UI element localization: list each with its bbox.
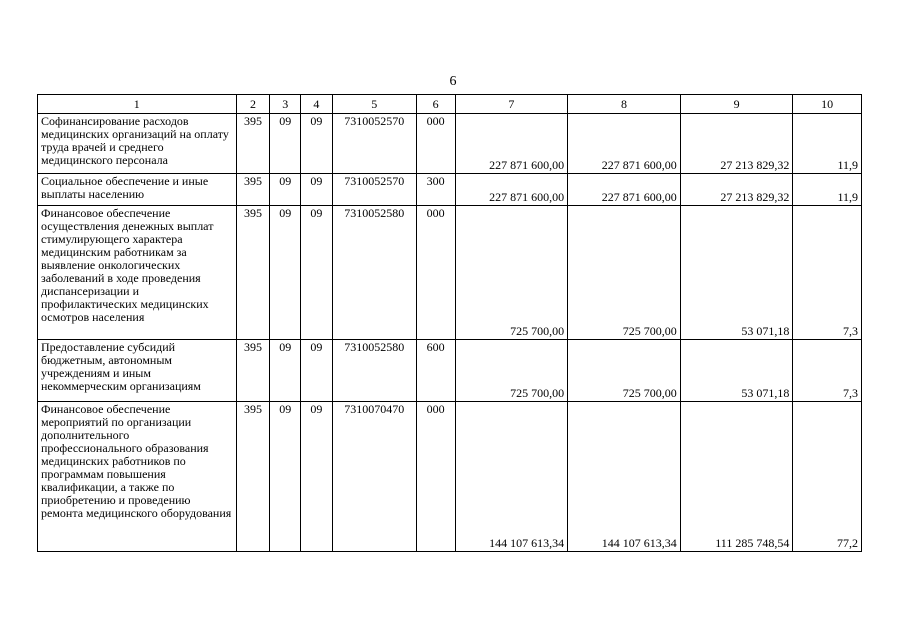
column-header: 6 [416, 95, 455, 114]
subsection-code: 09 [301, 114, 333, 174]
amount-col8: 227 871 600,00 [568, 114, 681, 174]
target-article-code: 7310070470 [332, 402, 416, 552]
expense-type-code: 000 [416, 114, 455, 174]
table-row [38, 206, 862, 340]
target-article-code: 7310052580 [332, 340, 416, 402]
section-code: 09 [270, 402, 301, 552]
column-header: 8 [568, 95, 681, 114]
subsection-code: 09 [301, 206, 333, 340]
subsection-code: 09 [301, 340, 333, 402]
amount-col8: 227 871 600,00 [568, 174, 681, 206]
amount-col9: 53 071,18 [680, 340, 793, 402]
column-header: 4 [301, 95, 333, 114]
amount-col9: 27 213 829,32 [680, 174, 793, 206]
ministry-code: 395 [236, 114, 270, 174]
amount-col9: 53 071,18 [680, 206, 793, 340]
amount-col7: 227 871 600,00 [455, 114, 568, 174]
subsection-code: 09 [301, 402, 333, 552]
percent-col10: 11,9 [793, 174, 862, 206]
section-code: 09 [270, 340, 301, 402]
ministry-code: 395 [236, 206, 270, 340]
row-name: Предоставление субсидий бюджетным, автономным учреждениям и иным некоммерческим организациям [38, 340, 237, 402]
amount-col8: 725 700,00 [568, 206, 681, 340]
amount-col9: 111 285 748,54 [680, 402, 793, 552]
row-name: Софинансирование расходов медицинских организаций на оплату труда врачей и среднего медицинского персонала [38, 114, 237, 174]
table-row [38, 340, 862, 402]
target-article-code: 7310052580 [332, 206, 416, 340]
column-number-row [38, 95, 862, 114]
expense-type-code: 000 [416, 206, 455, 340]
percent-col10: 11,9 [793, 114, 862, 174]
section-code: 09 [270, 206, 301, 340]
percent-col10: 7,3 [793, 206, 862, 340]
table-row [38, 174, 862, 206]
amount-col7: 227 871 600,00 [455, 174, 568, 206]
column-header: 7 [455, 95, 568, 114]
amount-col8: 725 700,00 [568, 340, 681, 402]
amount-col8: 144 107 613,34 [568, 402, 681, 552]
column-header: 2 [236, 95, 270, 114]
section-code: 09 [270, 174, 301, 206]
amount-col7: 725 700,00 [455, 340, 568, 402]
target-article-code: 7310052570 [332, 114, 416, 174]
column-header: 10 [793, 95, 862, 114]
budget-table [37, 94, 862, 552]
percent-col10: 77,2 [793, 402, 862, 552]
row-name: Финансовое обеспечение осуществления денежных выплат стимулирующего характера медицинским работникам за выявление онкологических заболеваний в ходе проведения диспансеризации и профилактических медицинских осмотров населения [38, 206, 237, 340]
percent-col10: 7,3 [793, 340, 862, 402]
column-header: 1 [38, 95, 237, 114]
amount-col9: 27 213 829,32 [680, 114, 793, 174]
section-code: 09 [270, 114, 301, 174]
column-header: 5 [332, 95, 416, 114]
expense-type-code: 300 [416, 174, 455, 206]
target-article-code: 7310052570 [332, 174, 416, 206]
subsection-code: 09 [301, 174, 333, 206]
amount-col7: 725 700,00 [455, 206, 568, 340]
expense-type-code: 000 [416, 402, 455, 552]
ministry-code: 395 [236, 174, 270, 206]
column-header: 9 [680, 95, 793, 114]
page-number: 6 [449, 74, 457, 89]
row-name: Финансовое обеспечение мероприятий по организации дополнительного профессионального образования медицинских работников по программам повышения квалификации, а также по приобретению и проведению ремонта медицинского оборудования [38, 402, 237, 552]
expense-type-code: 600 [416, 340, 455, 402]
ministry-code: 395 [236, 340, 270, 402]
ministry-code: 395 [236, 402, 270, 552]
column-header: 3 [270, 95, 301, 114]
row-name: Социальное обеспечение и иные выплаты населению [38, 174, 237, 206]
table-row [38, 402, 862, 552]
table-row [38, 114, 862, 174]
amount-col7: 144 107 613,34 [455, 402, 568, 552]
